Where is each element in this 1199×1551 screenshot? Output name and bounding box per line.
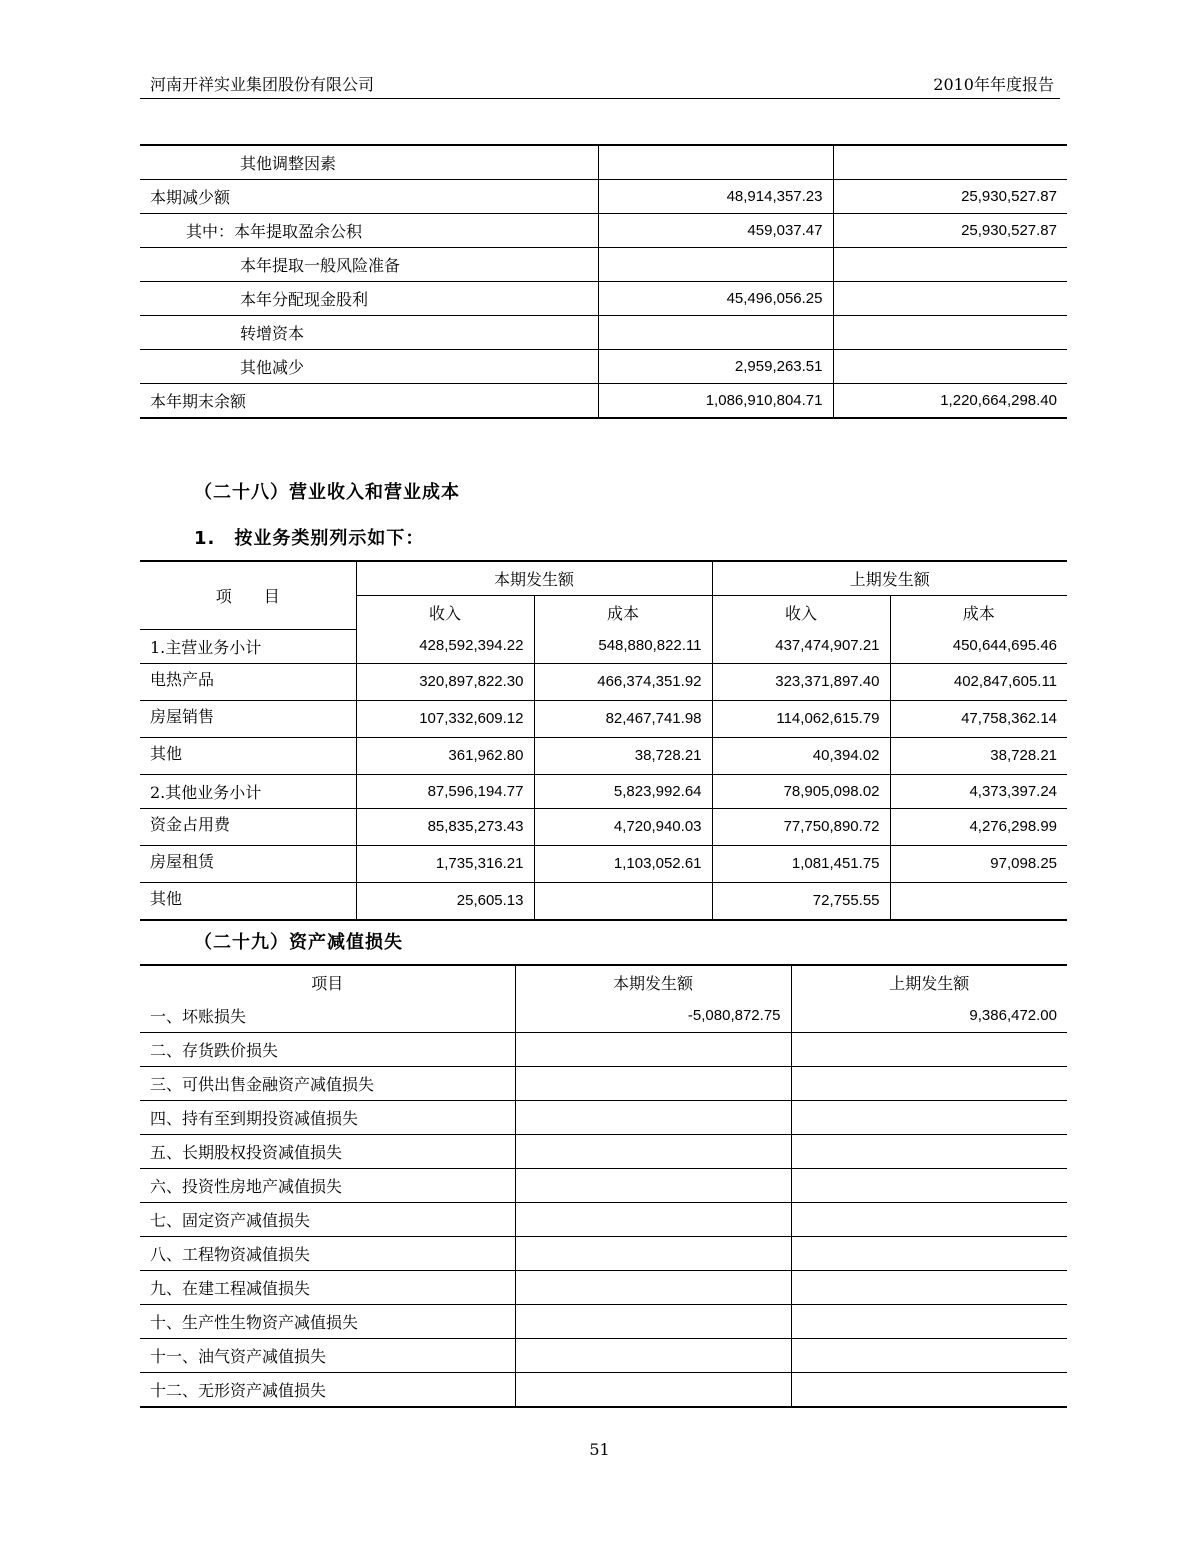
- current-cost-value: 38,728.21: [534, 737, 712, 774]
- prior-period-value: 9,386,472.00: [791, 999, 1067, 1033]
- table-row: [140, 1203, 1067, 1237]
- current-cost-value: 82,467,741.98: [534, 700, 712, 737]
- prior-period-value: 1,220,664,298.40: [833, 384, 1067, 419]
- current-income-value: 320,897,822.30: [356, 663, 534, 700]
- prior-period-value: [791, 1203, 1067, 1237]
- prior-period-value: [791, 1033, 1067, 1067]
- header-prior-cost: 成本: [890, 596, 1067, 630]
- table-row: [140, 629, 1067, 663]
- table-row: [140, 737, 1067, 774]
- report-title: 2010年年度报告: [933, 75, 1054, 94]
- current-period-value: 45,496,056.25: [598, 282, 833, 316]
- prior-cost-value: 4,276,298.99: [890, 808, 1067, 845]
- row-label: 其中：本年提取盈余公积: [140, 214, 598, 248]
- row-label: 资金占用费: [140, 808, 356, 845]
- table-row: [140, 214, 1067, 248]
- prior-period-value: [791, 1237, 1067, 1271]
- header-current-income: 收入: [356, 596, 534, 630]
- current-income-value: 1,735,316.21: [356, 845, 534, 882]
- table-row: [140, 1373, 1067, 1408]
- prior-cost-value: 4,373,397.24: [890, 774, 1067, 808]
- current-income-value: 85,835,273.43: [356, 808, 534, 845]
- table-row: [140, 1135, 1067, 1169]
- row-label: 2.其他业务小计: [140, 774, 356, 808]
- current-period-value: [598, 145, 833, 180]
- current-period-value: [598, 248, 833, 282]
- row-label: 七、固定资产减值损失: [140, 1203, 515, 1237]
- prior-cost-value: 38,728.21: [890, 737, 1067, 774]
- table-row: [140, 145, 1067, 180]
- prior-cost-value: 450,644,695.46: [890, 629, 1067, 663]
- table-row: [140, 845, 1067, 882]
- prior-cost-value: 402,847,605.11: [890, 663, 1067, 700]
- prior-period-value: [791, 1339, 1067, 1373]
- prior-period-value: [791, 1169, 1067, 1203]
- table-row: [140, 1339, 1067, 1373]
- table-header-row: [140, 561, 1067, 596]
- current-cost-value: 466,374,351.92: [534, 663, 712, 700]
- prior-period-value: [833, 282, 1067, 316]
- header-item: 项 目: [140, 561, 356, 629]
- current-period-value: [515, 1339, 791, 1373]
- table-row: [140, 1169, 1067, 1203]
- table-row: [140, 248, 1067, 282]
- row-label: 十一、油气资产减值损失: [140, 1339, 515, 1373]
- row-label: 房屋租赁: [140, 845, 356, 882]
- company-name: 河南开祥实业集团股份有限公司: [150, 75, 375, 94]
- row-label: 三、可供出售金融资产减值损失: [140, 1067, 515, 1101]
- row-label: 十、生产性生物资产减值损失: [140, 1305, 515, 1339]
- current-period-value: [515, 1033, 791, 1067]
- header-current-period: 本期发生额: [356, 561, 712, 596]
- prior-cost-value: [890, 882, 1067, 920]
- table-row: [140, 384, 1067, 419]
- table-row: [140, 1033, 1067, 1067]
- current-period-value: [598, 316, 833, 350]
- table-row: [140, 180, 1067, 214]
- current-income-value: 25,605.13: [356, 882, 534, 920]
- impairment-loss-table: [140, 964, 1067, 1408]
- current-period-value: [515, 1271, 791, 1305]
- current-income-value: 87,596,194.77: [356, 774, 534, 808]
- table-row: [140, 663, 1067, 700]
- current-cost-value: 5,823,992.64: [534, 774, 712, 808]
- row-label: 五、长期股权投资减值损失: [140, 1135, 515, 1169]
- header-item: 项目: [140, 965, 515, 999]
- row-label: 六、投资性房地产减值损失: [140, 1169, 515, 1203]
- table-row: [140, 1101, 1067, 1135]
- prior-period-value: [791, 1135, 1067, 1169]
- table-row: [140, 282, 1067, 316]
- prior-period-value: 25,930,527.87: [833, 214, 1067, 248]
- row-label: 一、坏账损失: [140, 999, 515, 1033]
- prior-cost-value: 97,098.25: [890, 845, 1067, 882]
- revenue-cost-table: [140, 560, 1067, 921]
- current-income-value: 361,962.80: [356, 737, 534, 774]
- prior-income-value: 40,394.02: [712, 737, 890, 774]
- table-row: [140, 700, 1067, 737]
- current-period-value: [515, 1135, 791, 1169]
- row-label: 本年期末余额: [140, 384, 598, 419]
- current-period-value: 459,037.47: [598, 214, 833, 248]
- header-current-cost: 成本: [534, 596, 712, 630]
- current-period-value: [515, 1305, 791, 1339]
- page-number: 51: [589, 1440, 610, 1459]
- current-period-value: 48,914,357.23: [598, 180, 833, 214]
- prior-period-value: [791, 1373, 1067, 1408]
- current-period-value: [515, 1169, 791, 1203]
- row-label: 电热产品: [140, 663, 356, 700]
- page-header: [140, 70, 1060, 99]
- prior-income-value: 77,750,890.72: [712, 808, 890, 845]
- current-cost-value: 548,880,822.11: [534, 629, 712, 663]
- current-period-value: 1,086,910,804.71: [598, 384, 833, 419]
- current-cost-value: 4,720,940.03: [534, 808, 712, 845]
- row-label: 其他调整因素: [140, 145, 598, 180]
- header-current-period: 本期发生额: [515, 965, 791, 999]
- current-cost-value: [534, 882, 712, 920]
- prior-income-value: 437,474,907.21: [712, 629, 890, 663]
- header-prior-period: 上期发生额: [791, 965, 1067, 999]
- row-label: 九、在建工程减值损失: [140, 1271, 515, 1305]
- prior-income-value: 78,905,098.02: [712, 774, 890, 808]
- prior-period-value: [791, 1101, 1067, 1135]
- row-label: 房屋销售: [140, 700, 356, 737]
- prior-period-value: [833, 316, 1067, 350]
- section-28-title: （二十八）营业收入和营业成本: [194, 482, 460, 503]
- header-prior-period: 上期发生额: [712, 561, 1067, 596]
- prior-income-value: 72,755.55: [712, 882, 890, 920]
- current-period-value: -5,080,872.75: [515, 999, 791, 1033]
- header-prior-income: 收入: [712, 596, 890, 630]
- table-row: [140, 1305, 1067, 1339]
- prior-cost-value: 47,758,362.14: [890, 700, 1067, 737]
- row-label: 二、存货跌价损失: [140, 1033, 515, 1067]
- table-row: [140, 316, 1067, 350]
- table-row: [140, 1237, 1067, 1271]
- prior-income-value: 323,371,897.40: [712, 663, 890, 700]
- row-label: 十二、无形资产减值损失: [140, 1373, 515, 1408]
- table-row: [140, 882, 1067, 920]
- current-period-value: [515, 1203, 791, 1237]
- current-period-value: [515, 1101, 791, 1135]
- prior-period-value: [833, 145, 1067, 180]
- current-period-value: [515, 1373, 791, 1408]
- row-label: 本年提取一般风险准备: [140, 248, 598, 282]
- table-row: [140, 774, 1067, 808]
- prior-period-value: [833, 350, 1067, 384]
- current-period-value: [515, 1237, 791, 1271]
- row-label: 本期减少额: [140, 180, 598, 214]
- current-period-value: [515, 1067, 791, 1101]
- table-row: [140, 1271, 1067, 1305]
- prior-period-value: [833, 248, 1067, 282]
- row-label: 八、工程物资减值损失: [140, 1237, 515, 1271]
- table-row: [140, 350, 1067, 384]
- table-row: [140, 808, 1067, 845]
- row-label: 1.主营业务小计: [140, 629, 356, 663]
- current-income-value: 428,592,394.22: [356, 629, 534, 663]
- row-label: 本年分配现金股利: [140, 282, 598, 316]
- table-row: [140, 1067, 1067, 1101]
- row-label: 其他减少: [140, 350, 598, 384]
- row-label: 其他: [140, 737, 356, 774]
- prior-period-value: 25,930,527.87: [833, 180, 1067, 214]
- prior-income-value: 114,062,615.79: [712, 700, 890, 737]
- section-29-title: （二十九）资产减值损失: [194, 932, 403, 953]
- prior-period-value: [791, 1305, 1067, 1339]
- prior-period-value: [791, 1271, 1067, 1305]
- row-label: 其他: [140, 882, 356, 920]
- prior-period-value: [791, 1067, 1067, 1101]
- current-income-value: 107,332,609.12: [356, 700, 534, 737]
- row-label: 四、持有至到期投资减值损失: [140, 1101, 515, 1135]
- row-label: 转增资本: [140, 316, 598, 350]
- current-period-value: 2,959,263.51: [598, 350, 833, 384]
- table-row: [140, 999, 1067, 1033]
- table-header-row: [140, 965, 1067, 999]
- prior-income-value: 1,081,451.75: [712, 845, 890, 882]
- equity-changes-table: [140, 144, 1067, 419]
- section-28-subtitle: 1. 按业务类别列示如下：: [194, 528, 425, 549]
- current-cost-value: 1,103,052.61: [534, 845, 712, 882]
